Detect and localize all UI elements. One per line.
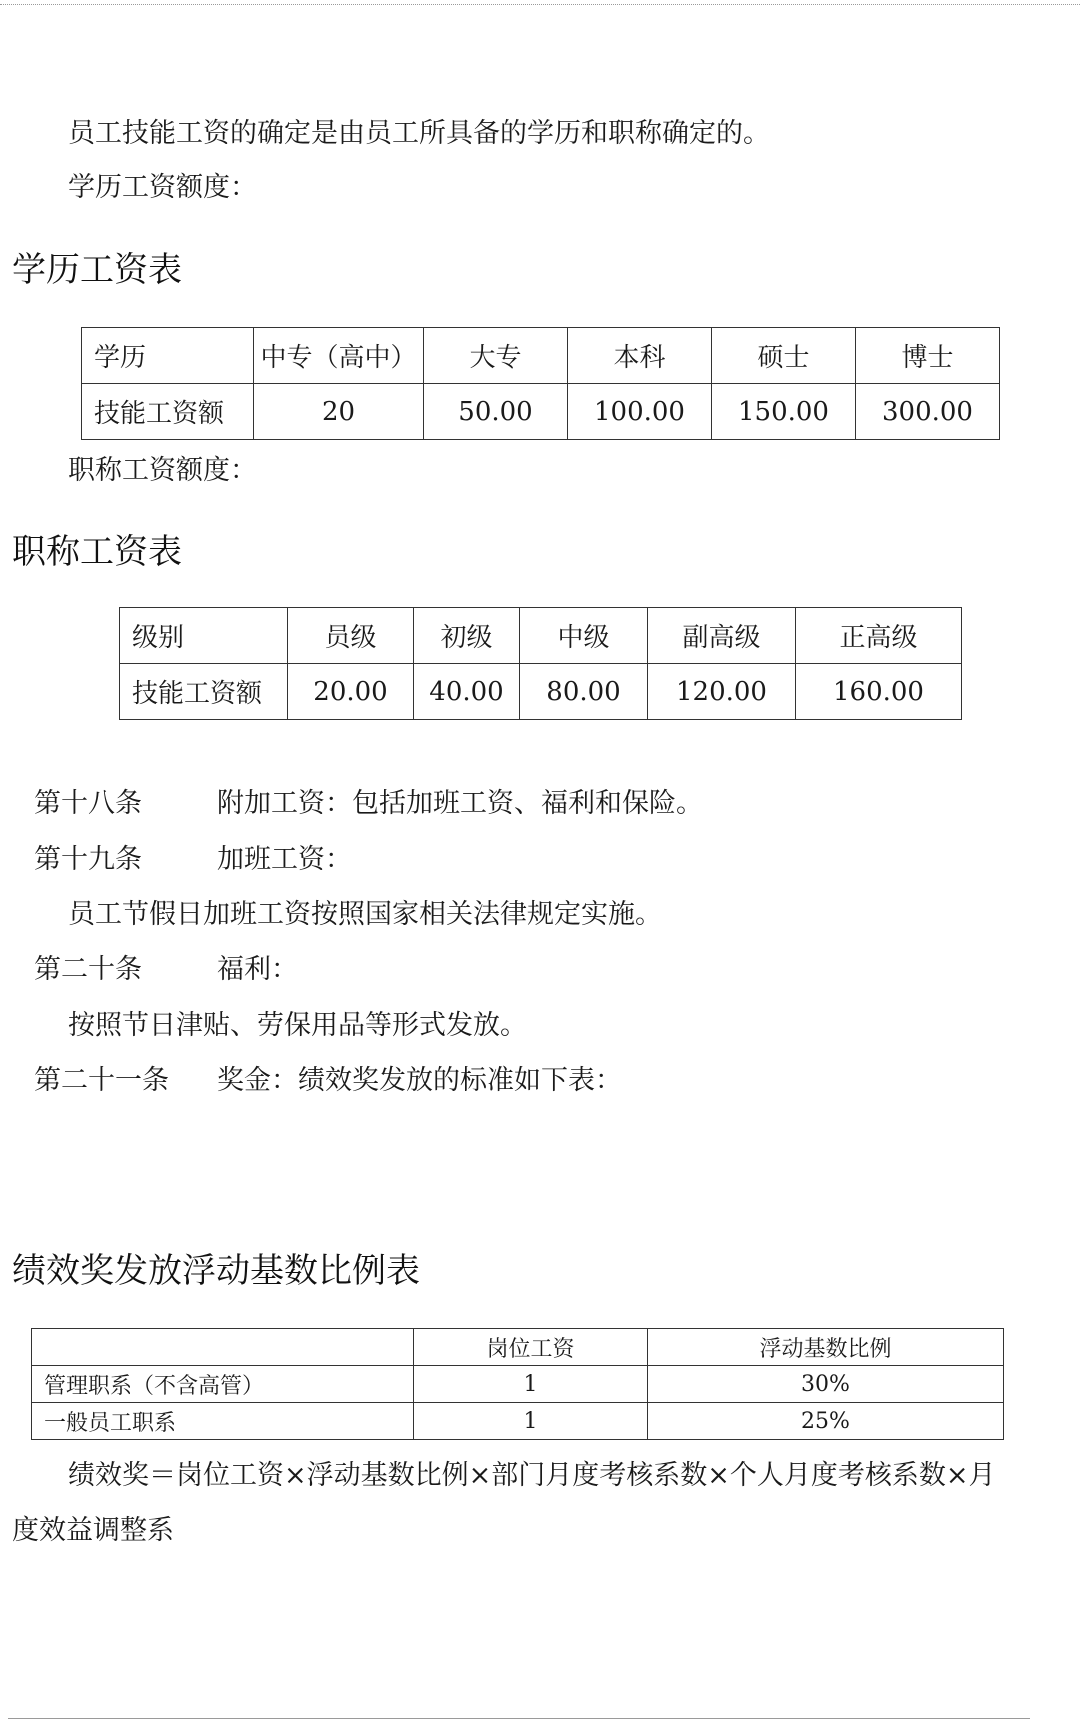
rank-wage-table: [119, 607, 962, 720]
table-row: [32, 1403, 1004, 1440]
table-cell: 学历: [82, 328, 254, 384]
table-cell: 中专（高中）: [254, 328, 424, 384]
article-text: 福利：: [217, 954, 298, 985]
article-number: 第十九条: [34, 844, 142, 875]
table-cell: 300.00: [856, 384, 1000, 440]
edu-wage-label: 学历工资额度：: [68, 172, 257, 203]
rank-table-title: 职称工资表: [12, 532, 182, 572]
intro-paragraph: 员工技能工资的确定是由员工所具备的学历和职称确定的。: [68, 118, 770, 149]
table-cell: 管理职系（不含高管）: [32, 1366, 414, 1403]
table-cell: 正高级: [796, 608, 962, 664]
welfare-paragraph: 按照节日津贴、劳保用品等形式发放。: [68, 1010, 527, 1041]
table-cell: 副高级: [648, 608, 796, 664]
table-cell: 技能工资额: [82, 384, 254, 440]
bonus-ratio-table: [31, 1328, 1004, 1440]
formula-line: 绩效奖＝岗位工资×浮动基数比例×部门月度考核系数×个人月度考核系数×月: [68, 1460, 996, 1491]
table-cell: 博士: [856, 328, 1000, 384]
title-wage-label: 职称工资额度：: [68, 455, 257, 486]
table-cell: 浮动基数比例: [648, 1329, 1004, 1366]
table-cell: 50.00: [424, 384, 568, 440]
table-cell: 20: [254, 384, 424, 440]
table-cell: 40.00: [414, 664, 520, 720]
article-text: 附加工资：包括加班工资、福利和保险。: [217, 788, 703, 819]
table-cell: 25%: [648, 1403, 1004, 1440]
table-cell: 80.00: [520, 664, 648, 720]
table-cell: 硕士: [712, 328, 856, 384]
table-cell: 技能工资额: [120, 664, 288, 720]
bottom-divider: [8, 1718, 1030, 1719]
table-cell: 本科: [568, 328, 712, 384]
table-cell: 100.00: [568, 384, 712, 440]
top-divider: [0, 4, 1080, 5]
bonus-table-title: 绩效奖发放浮动基数比例表: [12, 1251, 420, 1291]
table-row: [32, 1366, 1004, 1403]
table-cell: 中级: [520, 608, 648, 664]
table-header-row: [120, 608, 962, 664]
table-cell: 20.00: [288, 664, 414, 720]
table-cell: 1: [414, 1366, 648, 1403]
edu-table-title: 学历工资表: [12, 250, 182, 290]
table-header-row: [32, 1329, 1004, 1366]
overtime-paragraph: 员工节假日加班工资按照国家相关法律规定实施。: [68, 899, 662, 930]
table-cell: 1: [414, 1403, 648, 1440]
table-header-row: [82, 328, 1000, 384]
table-cell: 员级: [288, 608, 414, 664]
formula-line-continued: 度效益调整系: [12, 1515, 174, 1546]
article-number: 第二十条: [34, 954, 142, 985]
table-cell: 一般员工职系: [32, 1403, 414, 1440]
article-number: 第二十一条: [34, 1065, 169, 1096]
table-cell: 级别: [120, 608, 288, 664]
article-text: 奖金：绩效奖发放的标准如下表：: [217, 1065, 622, 1096]
edu-wage-table: [81, 327, 1000, 440]
article-text: 加班工资：: [217, 844, 352, 875]
table-cell: [32, 1329, 414, 1366]
table-cell: 岗位工资: [414, 1329, 648, 1366]
table-row: [120, 664, 962, 720]
table-cell: 160.00: [796, 664, 962, 720]
table-cell: 大专: [424, 328, 568, 384]
table-cell: 120.00: [648, 664, 796, 720]
article-number: 第十八条: [34, 788, 142, 819]
table-cell: 初级: [414, 608, 520, 664]
table-row: [82, 384, 1000, 440]
table-cell: 30%: [648, 1366, 1004, 1403]
table-cell: 150.00: [712, 384, 856, 440]
